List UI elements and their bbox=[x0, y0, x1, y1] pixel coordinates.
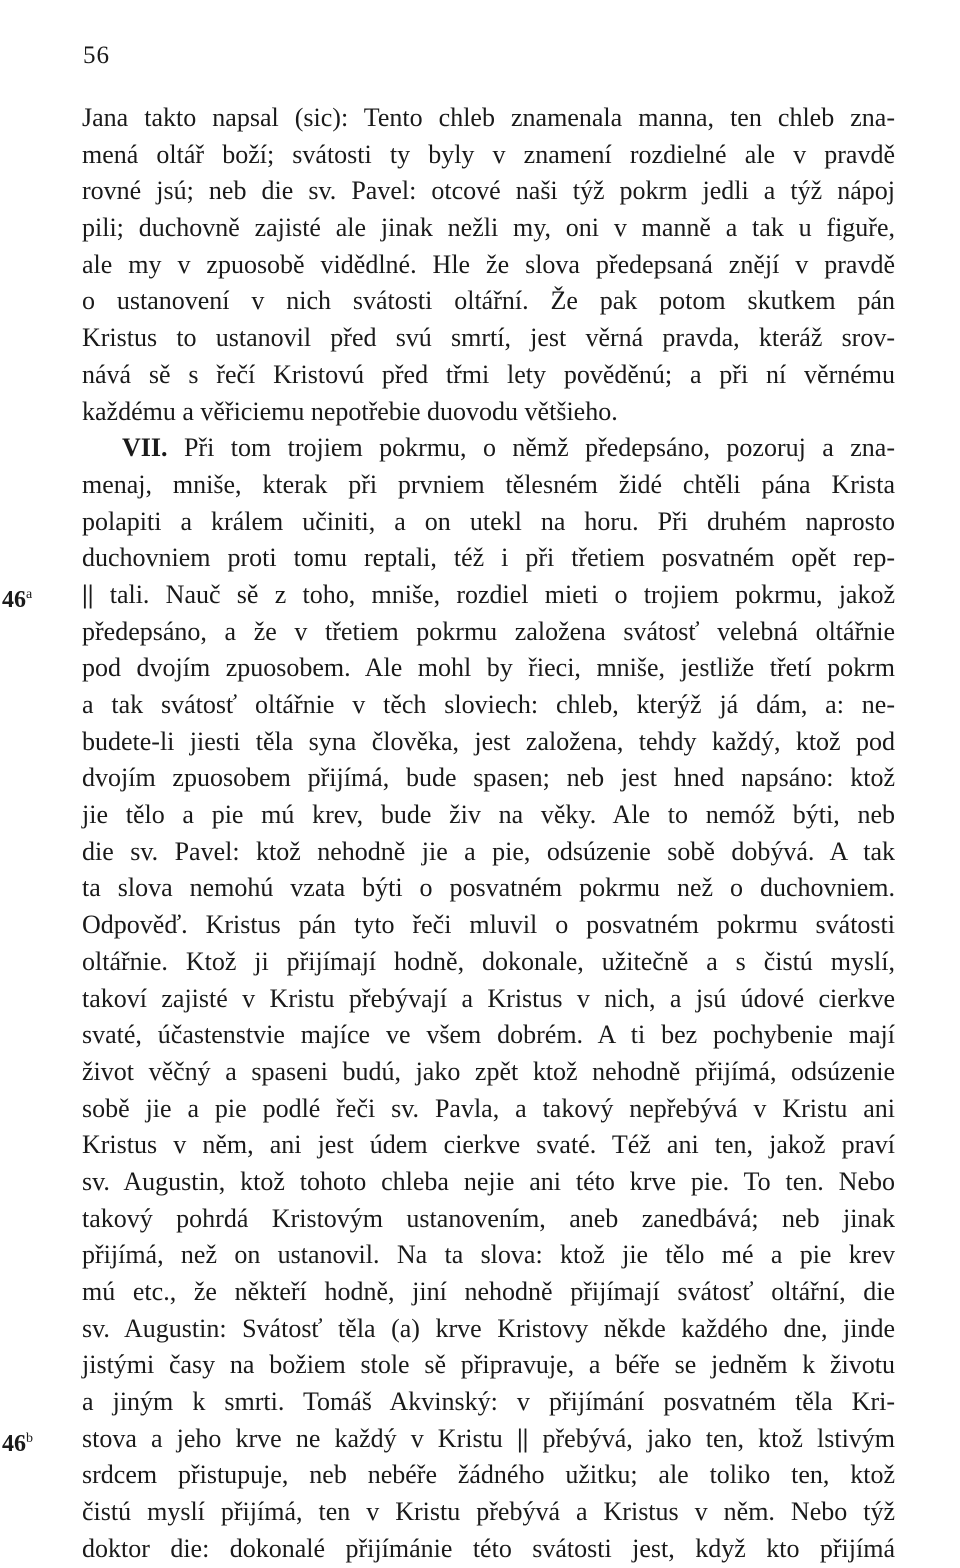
text-line: o ustanovení v nich svátosti oltářní. Že pak potom skutkem pán bbox=[82, 286, 895, 316]
text-line: sv. Augustin: Svátosť těla (a) krve Kristovy někde každého dne, jinde bbox=[82, 1313, 895, 1343]
text-line: život věčný a spaseni budú, jako zpět ktož nehodně přijímá, odsúzenie bbox=[82, 1056, 895, 1086]
folio-divider: || bbox=[82, 579, 94, 609]
text-line: čistú myslí přijímá, ten v Kristu přebývá a Kristus v něm. Nebo týž bbox=[82, 1497, 895, 1527]
text-line: srdcem přistupuje, neb nebéře žádného užitku; ale toliko ten, ktož bbox=[82, 1460, 895, 1490]
text-line: dvojím zpuosobem přijímá, bude spasen; neb jest hned napsáno: ktož bbox=[82, 763, 895, 793]
text-line: takový pohrdá Kristovým ustanovením, aneb zanedbává; neb jinak bbox=[82, 1203, 895, 1233]
text-line: Kristus to ustanovil před svú smrtí, jest věrná pravda, kteráž srov- bbox=[82, 323, 895, 353]
section-numeral: VII. bbox=[122, 433, 168, 463]
text-line: svaté, účastenstvie majíce ve všem dobrém. A ti bez pochybenie mají bbox=[82, 1020, 895, 1050]
text-line: jistými časy na božiem stole sě připravuje, a béře se jedněm k životu bbox=[82, 1350, 895, 1380]
text-line: pili; duchovně zajisté ale jinak nežli my, oni v manně a tak u figuře, bbox=[82, 213, 895, 243]
text-line: každému a věřiciemu nepotřebie duovodu většieho. bbox=[82, 396, 618, 426]
text-line: duchovniem proti tomu reptali, též i při třetiem posvatném opět rep- bbox=[82, 543, 895, 573]
text-line-content: stova a jeho krve ne každý v Kristu bbox=[82, 1423, 503, 1453]
text-line: pod dvojím zpuosobem. Ale mohl by řieci, mniše, jestliže třetí pokrm bbox=[82, 653, 895, 683]
text-line: budete-li jiesti těla syna člověka, jest založena, tehdy každý, ktož pod bbox=[82, 726, 895, 756]
text-line-content: tali. Nauč sě z toho, mniše, rozdiel mieti o trojiem pokrmu, jakož bbox=[109, 579, 896, 609]
margin-folio-note: 46$^b$ bbox=[2, 1430, 33, 1457]
folio-divider: || bbox=[516, 1423, 529, 1453]
text-line: předepsáno, a že v třetiem pokrmu založena svátosť velebná oltářnie bbox=[82, 616, 895, 646]
text-line: mená oltář boží; svátosti ty byly v znamení rozdielné ale v pravdě bbox=[82, 139, 895, 169]
text-line: oltářnie. Ktož ji přijímají hodně, dokonale, užitečně a s čistú myslí, bbox=[82, 946, 895, 976]
text-line: die sv. Pavel: ktož nehodně jie a pie, odsúzenie sobě dobývá. A tak bbox=[82, 836, 895, 866]
text-line: polapiti a králem učiniti, a on utekl na horu. Při druhém naprosto bbox=[82, 506, 895, 536]
text-line: takoví zajisté v Kristu přebývají a Kristus v nich, a jsú údové cierkve bbox=[82, 983, 895, 1013]
text-line: ale my v zpuosobě vidědlné. Hle že slova předepsaná znějí v pravdě bbox=[82, 249, 895, 279]
body-text bbox=[2, 100, 896, 1568]
text-line-content: Při tom trojiem pokrmu, o němž předepsáno, pozoruj a zna- bbox=[183, 433, 895, 463]
text-line-content: přebývá, jako ten, ktož lstivým bbox=[542, 1423, 896, 1453]
text-line: ta slova nemohú vzata býti o posvatném pokrmu než o duchovniem. bbox=[82, 873, 895, 903]
text-line: sobě jie a pie podlé řeči sv. Pavla, a takový nepřebývá v Kristu ani bbox=[82, 1093, 895, 1123]
text-line bbox=[82, 430, 895, 467]
text-line: jie tělo a pie mú krev, bude živ na věky. Ale to nemóž býti, neb bbox=[82, 800, 895, 830]
page-number: 56 bbox=[83, 42, 110, 69]
text-line: Odpověď. Kristus pán tyto řeči mluvil o posvatném pokrmu svátosti bbox=[82, 910, 895, 940]
text-line bbox=[2, 1421, 896, 1458]
text-line: sv. Augustin, ktož tohoto chleba nejie ani této krve pie. To ten. Nebo bbox=[82, 1166, 895, 1196]
text-line: nává sě s řečí Kristovú před třmi lety pověděnú; a při ní věrnému bbox=[82, 359, 895, 389]
margin-folio-note: 46$^a$ bbox=[2, 586, 33, 613]
text-line: rovné jsú; neb die sv. Pavel: otcové naši týž pokrm jedli a týž nápoj bbox=[82, 176, 895, 206]
text-line: a jiným k smrti. Tomáš Akvinský: v přijímání posvatném těla Kri- bbox=[82, 1387, 895, 1417]
text-line: přijímá, než on ustanovil. Na ta slova: ktož jie tělo mé a pie krev bbox=[82, 1240, 895, 1270]
text-line: a tak svátosť oltářnie v těch sloviech: chleb, kterýž já dám, a: ne- bbox=[82, 690, 895, 719]
text-line: mú etc., že někteří hodně, jiní nehodně přijímají svátosť oltářní, die bbox=[82, 1277, 895, 1306]
text-line: Kristus v něm, ani jest údem cierkve svaté. Též ani ten, jakož praví bbox=[82, 1130, 895, 1160]
text-line: doktor die: dokonalé přijímánie této svátosti jest, když kto přijímá bbox=[82, 1533, 895, 1563]
text-line: menaj, mniše, kterak při prvniem tělesném židé chtěli pána Krista bbox=[82, 469, 895, 499]
text-line bbox=[2, 577, 896, 614]
text-line: Jana takto napsal (sic): Tento chleb znamenala manna, ten chleb zna- bbox=[82, 103, 895, 132]
